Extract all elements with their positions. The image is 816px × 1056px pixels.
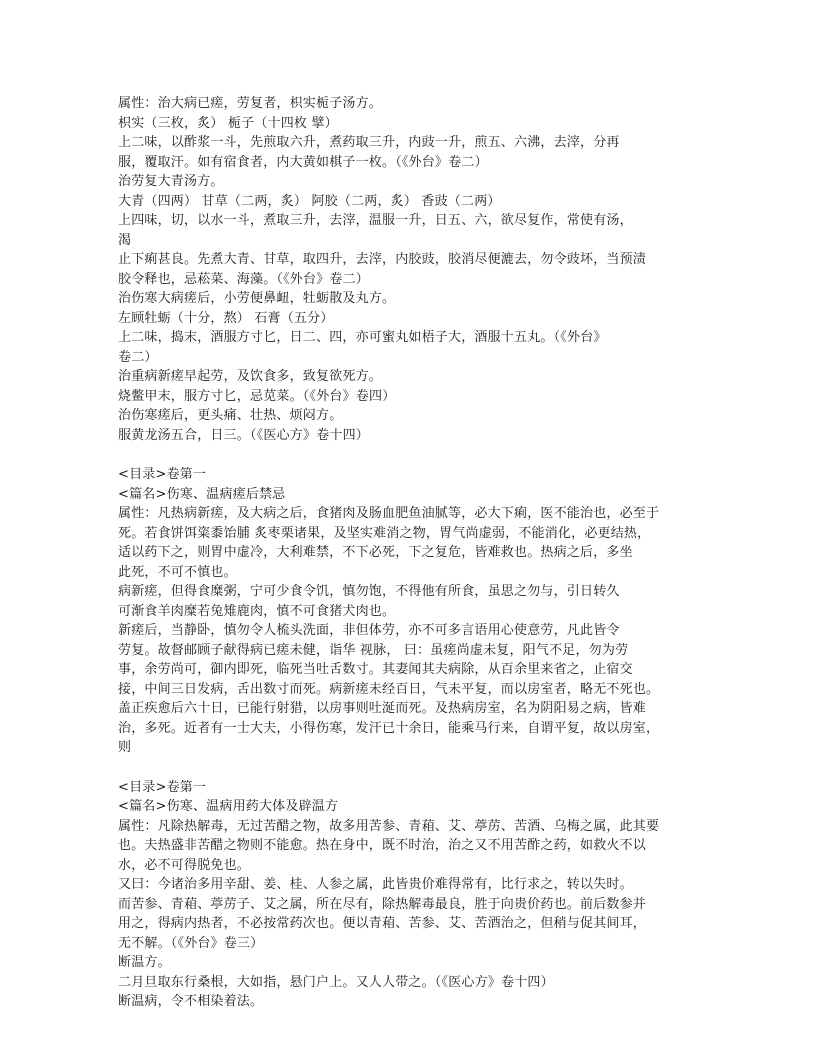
text-line: 此死，不可不慎也。: [118, 564, 237, 580]
text-line: 大青（四两） 甘草（二两，炙） 阿胶（二两，炙） 香豉（二两）: [118, 193, 501, 209]
text-line: 治伤寒瘥后，更头痛、壮热、烦闷方。: [118, 408, 343, 423]
text-line: 属性：凡热病新瘥，及大病之后，食猪肉及肠血肥鱼油腻等，必大下痢，医不能治也，必至于: [118, 506, 660, 521]
section-gap: [118, 445, 718, 465]
text-line: 适以药下之，则胃中虚冷，大利难禁，不下必死，下之复危，皆难救也。热病之后，多坐: [118, 545, 633, 560]
text-line: <目录>卷第一: [118, 779, 207, 795]
text-line: 二月旦取东行桑根，大如指，悬门户上。又人人带之。（《医心方》卷十四）: [118, 974, 554, 990]
document-page: [118, 94, 718, 1012]
text-line: 病新瘥，但得食糜粥，宁可少食令饥，慎勿饱，不得他有所食，虽思之勿与，引日转久: [118, 584, 620, 599]
section-2: [118, 465, 718, 758]
text-line: 也。夫热盛非苦醋之物则不能愈。热在身中，既不时治，治之又不用苦酢之药，如救火不以: [118, 838, 647, 853]
text-line: 接，中间三日发病，舌出数寸而死。病新瘥未经百日，气未平复，而以房室者，略无不死也。: [118, 681, 660, 697]
text-line: 治重病新瘥早起劳，及饮食多，致复欲死方。: [118, 369, 383, 384]
text-line: 枳实（三枚，炙） 栀子（十四枚 擘）: [118, 115, 338, 131]
text-line: 属性：凡除热解毒，无过苦醋之物，故多用苦参、青葙、艾、葶苈、苦酒、乌梅之属，此其要: [118, 818, 660, 834]
text-line: 死。若食饼饵粢黍饴脯 炙枣栗诸果，及坚实难消之物，胃气尚虚弱，不能消化，必更结热，: [118, 525, 651, 541]
text-line: 又曰：今诸治多用辛甜、姜、桂、人参之属，此皆贵价难得常有，比行求之，转以失时。: [118, 877, 633, 892]
text-line: 盖正疾愈后六十日，已能行射猎，以房事则吐涎而死。及热病房室，名为阴阳易之病，皆难: [118, 701, 647, 716]
text-line: 胶令释也，忌菘菜、海藻。（《外台》卷二）: [118, 271, 370, 287]
text-line: 止下痢甚良。先煮大青、甘草，取四升，去滓，内胶豉，胶消尽便漉去，勿令豉坏，当预渍: [118, 252, 647, 267]
text-line: 用之，得病内热者，不必按常药次也。便以青葙、苦参、艾、苦酒治之，但稍与促其间耳，: [118, 916, 647, 931]
text-line: 烧鳖甲末，服方寸匕，忌苋菜。（《外台》卷四）: [118, 388, 396, 404]
text-line: 卷二）: [118, 349, 158, 365]
text-line: 服黄龙汤五合，日三。（《医心方》卷十四）: [118, 427, 370, 443]
text-line: <篇名>伤寒、温病瘥后禁忌: [118, 486, 286, 502]
text-line: 上二味，捣末，酒服方寸匕，日二、四，亦可蜜丸如梧子大，酒服十五丸。（《外台》: [118, 330, 607, 345]
section-gap: [118, 758, 718, 778]
text-line: 新瘥后，当静卧，慎勿令人梳头洗面，非但体劳，亦不可多言语用心使意劳，凡此皆令: [118, 623, 620, 638]
text-line: 无不解。（《外台》卷三）: [118, 935, 264, 951]
text-line: 则: [118, 740, 132, 755]
text-line: 事，余劳尚可，御内即死，临死当吐舌数寸。其妻闻其夫病除，从百余里来省之，止宿交: [118, 662, 633, 677]
text-line: 上二味，以酢浆一斗，先煎取六升，煮药取三升，内豉一升，煎五、六沸，去滓，分再: [118, 135, 620, 150]
text-line: 属性：治大病已瘥，劳复者，枳实栀子汤方。: [118, 96, 383, 111]
section-1: [118, 94, 718, 445]
text-line: 上四味，切，以水一斗，煮取三升，去滓，温服一升，日五、六，欲尽复作，常使有汤，: [118, 213, 633, 228]
text-line: 治，多死。近者有一士大夫，小得伤寒，发汗已十余日，能乘马行来，自谓平复，故以房室，: [118, 720, 660, 736]
text-line: <篇名>伤寒、温病用药大体及辟温方: [118, 799, 339, 814]
text-line: 治伤寒大病瘥后，小劳便鼻衄，牡蛎散及丸方。: [118, 291, 396, 306]
text-line: 治劳复大青汤方。: [118, 174, 224, 189]
text-line: 可渐食羊肉糜若兔雉鹿肉，慎不可食猪犬肉也。: [118, 603, 396, 619]
text-line: 而苦参、青葙、葶苈子、艾之属，所在尽有，除热解毒最良，胜于向贵价药也。前后数参并: [118, 896, 647, 912]
text-line: 水，必不可得脱免也。: [118, 857, 251, 873]
section-3: [118, 778, 718, 1012]
text-line: 服，覆取汗。如有宿食者，内大黄如棋子一枚。（《外台》卷二）: [118, 154, 488, 170]
text-line: 断温病，令不相染着法。: [118, 994, 264, 1009]
text-line: <目录>卷第一: [118, 467, 207, 482]
text-line: 断温方。: [118, 955, 171, 970]
text-line: 左顾牡蛎（十分，熬） 石膏（五分）: [118, 310, 334, 326]
text-line: 渴: [118, 232, 132, 248]
text-line: 劳复。故督邮顾子献得病已瘥未健，诣华 视脉， 曰：虽瘥尚虚未复，阳气不足，勿为劳: [118, 642, 629, 658]
